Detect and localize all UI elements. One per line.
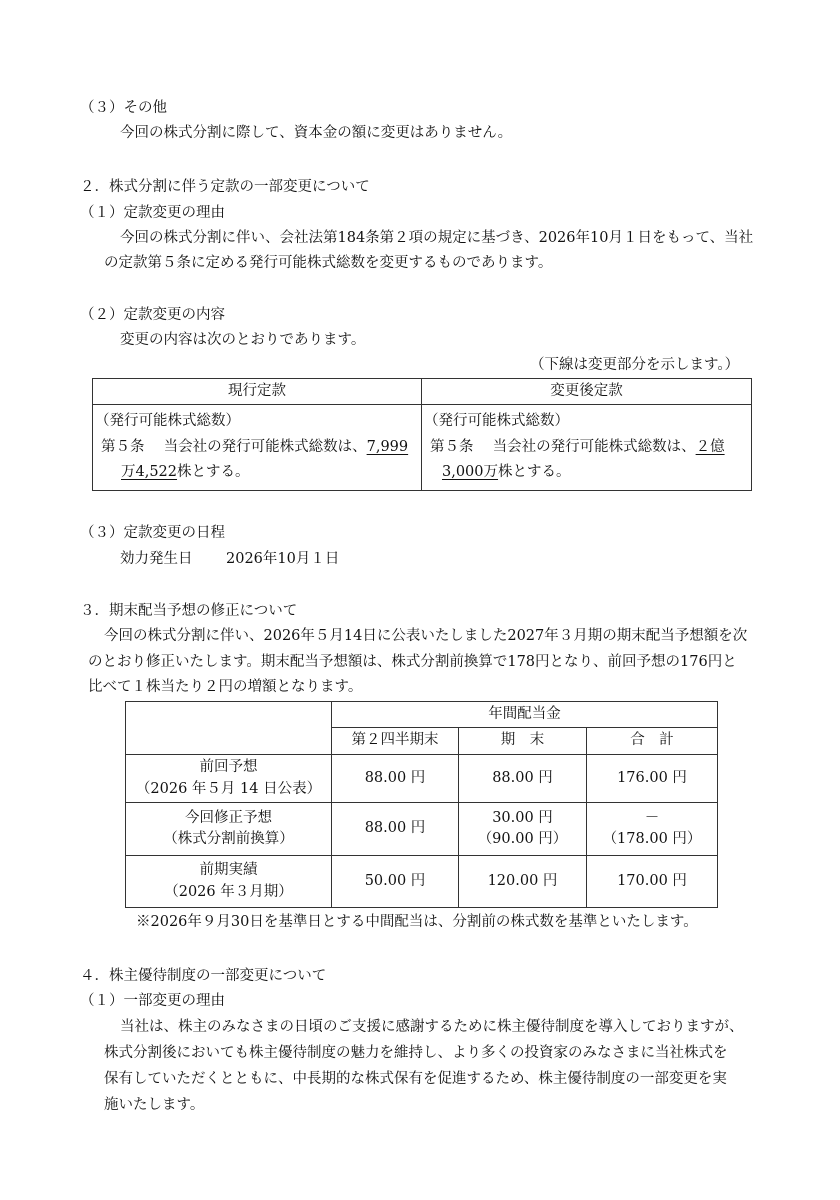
effective-date: 2026年10月１日 [226,551,340,567]
section-3-line2: のとおり修正いたします。期末配当予想額は、株式分割前換算で178円となり、前回予想の176円と [88,654,737,670]
section-2-3-heading: （３）定款変更の日程 [80,525,225,541]
table-row [126,803,718,856]
year-end-value-line2: （90.00 円） [477,831,568,847]
current-article-underlined-value: 7,999 [366,439,409,455]
section-4-1-line4: 施いたします。 [104,1097,205,1113]
section-2-1-line2: の定款第５条に定める発行可能株式総数を変更するものであります。 [104,255,553,271]
table-row [126,856,718,908]
total-value: 176.00 円 [587,755,718,803]
header-current-articles: 現行定款 [93,379,422,405]
total-value: 170.00 円 [587,856,718,908]
q2-end-value: 88.00 円 [332,755,459,803]
header-amended-articles: 変更後定款 [422,379,752,405]
amended-article-text: 第５条 当会社の発行可能株式総数は、 [430,439,696,455]
section-4-1-line3: 保有していただくとともに、中長期的な株式保有を促進するため、株主優待制度の一部変更を実 [104,1071,727,1087]
section-4-1-heading: （１）一部変更の理由 [80,993,225,1009]
current-article-title: （発行可能株式総数） [95,413,240,429]
section-2-1-heading: （１）定款変更の理由 [80,205,225,221]
section-3-line1: 今回の株式分割に伴い、2026年５月14日に公表いたしました2027年３月期の期末配当予想額を次 [104,628,748,644]
section-4-1-line2: 株式分割後においても株主優待制度の魅力を維持し、より多くの投資家のみなさまに当社株式を [104,1045,728,1061]
amended-articles-cell [422,405,752,491]
current-articles-cell [93,405,422,491]
section-2-2-heading: （２）定款変更の内容 [80,307,225,323]
table-row [126,755,718,803]
annual-dividend-header: 年間配当金 [332,702,718,728]
amended-article-underlined-value-cont: 3,000万 [442,464,499,480]
underline-note: （下線は変更部分を示します。） [530,357,740,373]
amended-article-title: （発行可能株式総数） [424,413,569,429]
section-1-3-heading: （３）その他 [80,100,167,116]
section-3-heading: ３．期末配当予想の修正について [80,603,298,619]
effective-date-label: 効力発生日 [120,551,193,567]
row-label [126,755,332,803]
section-2-2-body: 変更の内容は次のとおりであります。 [120,332,366,348]
amended-article-text-end: 株とする。 [498,464,571,480]
amended-article-line1 [430,440,725,455]
current-article-text: 第５条 当会社の発行可能株式総数は、 [101,439,367,455]
total-value [587,803,718,856]
current-article-line1 [101,440,408,455]
amendment-table-body-row [93,405,752,491]
total-value-line2: （178.00 円） [602,831,702,847]
q2-end-value: 50.00 円 [332,856,459,908]
section-4-1-line1: 当社は、株主のみなさまの日頃のご支援に感謝するために株主優待制度を導入しておりますが、 [120,1019,744,1035]
year-end-value: 88.00 円 [459,755,587,803]
articles-amendment-table [92,378,752,491]
q2-end-value: 88.00 円 [332,803,459,856]
amendment-table-header-row [93,379,752,405]
dividend-header-row-1 [126,702,718,728]
dividend-header-blank [126,702,332,755]
amended-article-underlined-value: ２億 [695,439,725,455]
col-q2-end: 第２四半期末 [332,728,459,755]
amended-article-line2 [442,465,571,480]
year-end-value [459,803,587,856]
row-label [126,803,332,856]
row-label-line1: 前回予想 [199,759,258,776]
row-label-line1: 今回修正予想 [185,809,272,826]
row-label-line2: （株式分割前換算） [163,831,294,847]
section-3-line3: 比べて１株当たり２円の増額となります。 [88,679,363,695]
section-1-3-body: 今回の株式分割に際して、資本金の額に変更はありません。 [120,125,513,141]
interim-dividend-footnote: ※2026年９月30日を基準日とする中間配当は、分割前の株式数を基準といたします。 [136,914,698,930]
year-end-value: 120.00 円 [459,856,587,908]
current-article-text-end: 株とする。 [177,464,250,480]
row-label [126,856,332,908]
col-total: 合 計 [587,728,718,755]
year-end-value-line1: 30.00 円 [492,809,553,826]
section-2-1-line1: 今回の株式分割に伴い、会社法第184条第２項の規定に基づき、2026年10月１日をもって、当社 [120,230,754,246]
section-2-heading: ２．株式分割に伴う定款の一部変更について [80,179,370,195]
dividend-forecast-table [125,701,718,908]
row-label-line2: （2026 年５月 14 日公表） [135,780,322,797]
current-article-underlined-value-cont: 万4,522 [121,464,178,480]
col-year-end: 期 末 [459,728,587,755]
current-article-line2 [121,465,250,480]
row-label-line2: （2026 年３月期） [164,883,293,900]
section-4-heading: ４．株主優待制度の一部変更について [80,968,327,984]
total-value-line1: － [644,809,660,826]
row-label-line1: 前期実績 [199,862,258,879]
